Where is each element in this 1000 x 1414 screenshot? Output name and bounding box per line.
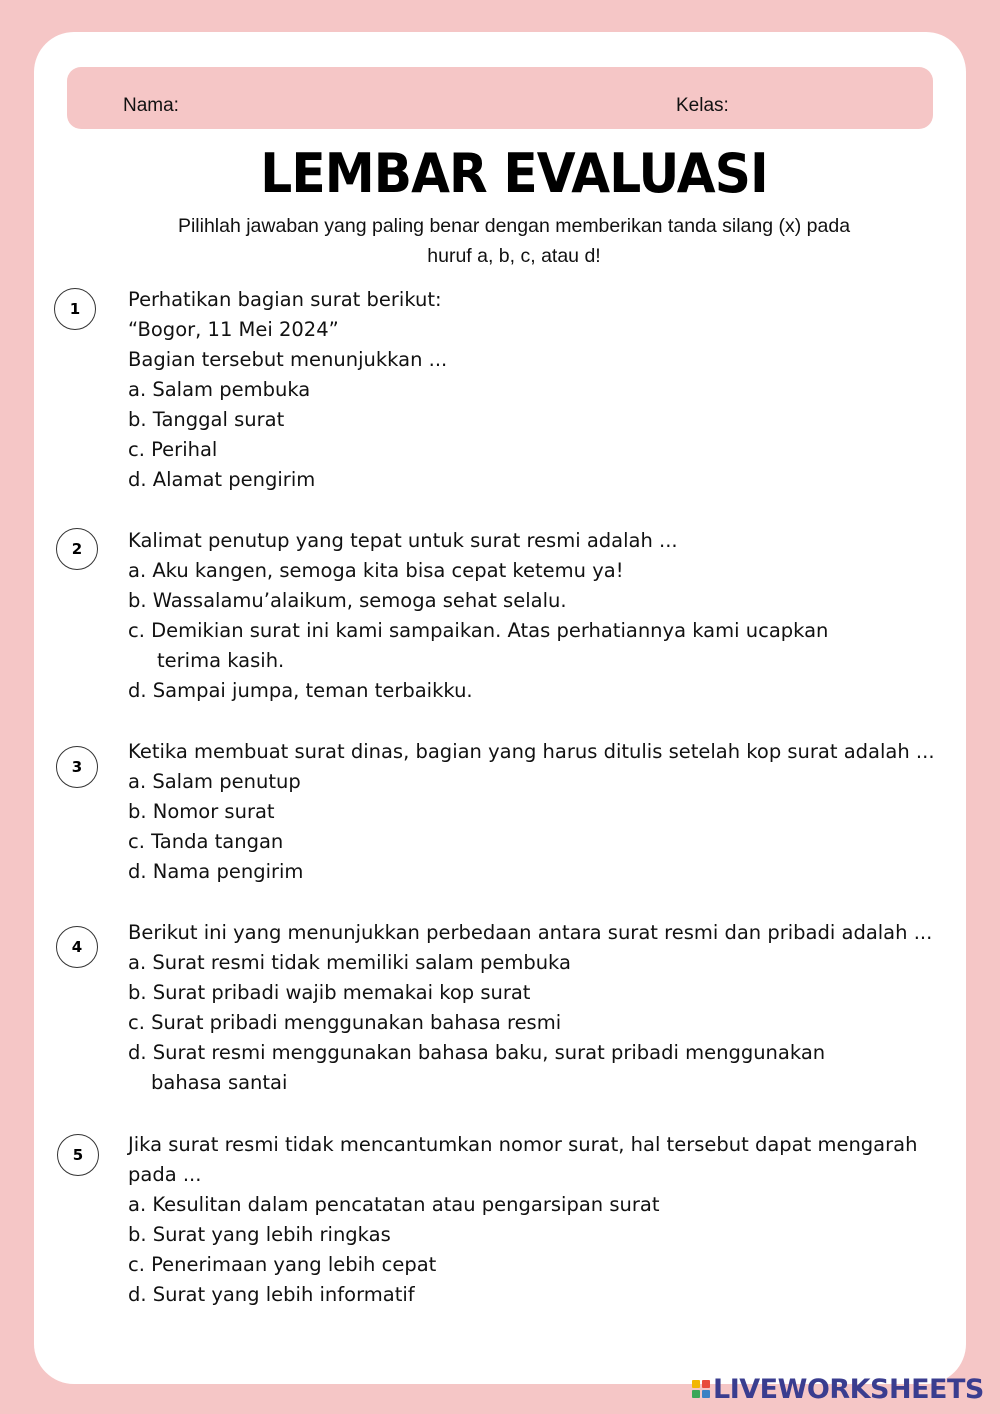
question-4-option-d-continued[interactable]: bahasa santai <box>151 1071 288 1094</box>
question-5-option-b[interactable]: b. Surat yang lebih ringkas <box>128 1223 391 1246</box>
question-2-option-b[interactable]: b. Wassalamu’alaikum, semoga sehat selalu. <box>128 589 567 612</box>
question-5-option-c[interactable]: c. Penerimaan yang lebih cepat <box>128 1253 437 1276</box>
question-4-option-b[interactable]: b. Surat pribadi wajib memakai kop surat <box>128 981 531 1004</box>
question-5-stem: Jika surat resmi tidak mencantumkan nomor surat, hal tersebut dapat mengarah <box>128 1133 918 1156</box>
question-1-option-d[interactable]: d. Alamat pengirim <box>128 468 316 491</box>
question-1-stem: Perhatikan bagian surat berikut: <box>128 288 442 311</box>
question-4-option-c[interactable]: c. Surat pribadi menggunakan bahasa resmi <box>128 1011 562 1034</box>
question-2-option-a[interactable]: a. Aku kangen, semoga kita bisa cepat ketemu ya! <box>128 559 624 582</box>
question-number-4: 4 <box>56 926 98 968</box>
question-4-option-a[interactable]: a. Surat resmi tidak memiliki salam pembuka <box>128 951 571 974</box>
logo-block <box>692 1380 700 1388</box>
question-2-option-c[interactable]: c. Demikian surat ini kami sampaikan. Atas perhatiannya kami ucapkan <box>128 619 829 642</box>
question-number-3: 3 <box>56 746 98 788</box>
student-info-bar <box>67 67 933 129</box>
question-number-1: 1 <box>54 288 96 330</box>
question-1-prompt: Bagian tersebut menunjukkan ... <box>128 348 448 371</box>
page-title: LEMBAR EVALUASI <box>260 142 768 205</box>
logo-block <box>702 1380 710 1388</box>
question-3-option-a[interactable]: a. Salam penutup <box>128 770 301 793</box>
question-3-option-b[interactable]: b. Nomor surat <box>128 800 275 823</box>
question-3-stem: Ketika membuat surat dinas, bagian yang harus ditulis setelah kop surat adalah ... <box>128 740 935 763</box>
logo-text: LIVEWORKSHEETS <box>713 1373 984 1405</box>
question-number-5: 5 <box>57 1134 99 1176</box>
question-5-option-d[interactable]: d. Surat yang lebih informatif <box>128 1283 415 1306</box>
question-5-stem-continued: pada ... <box>128 1163 202 1186</box>
question-number-2: 2 <box>56 528 98 570</box>
question-1-option-c[interactable]: c. Perihal <box>128 438 218 461</box>
question-3-option-c[interactable]: c. Tanda tangan <box>128 830 284 853</box>
question-2-option-d[interactable]: d. Sampai jumpa, teman terbaikku. <box>128 679 473 702</box>
class-label: Kelas: <box>676 95 729 116</box>
instruction-line-2: huruf a, b, c, atau d! <box>427 245 601 267</box>
name-label: Nama: <box>123 95 179 116</box>
liveworksheets-logo[interactable] <box>692 1374 984 1404</box>
question-2-option-c-continued[interactable]: terima kasih. <box>157 649 285 672</box>
question-5-option-a[interactable]: a. Kesulitan dalam pencatatan atau pengarsipan surat <box>128 1193 660 1216</box>
question-3-option-d[interactable]: d. Nama pengirim <box>128 860 304 883</box>
question-1-option-a[interactable]: a. Salam pembuka <box>128 378 311 401</box>
question-4-stem: Berikut ini yang menunjukkan perbedaan antara surat resmi dan pribadi adalah ... <box>128 921 933 944</box>
question-4-option-d[interactable]: d. Surat resmi menggunakan bahasa baku, surat pribadi menggunakan <box>128 1041 826 1064</box>
logo-block <box>702 1390 710 1398</box>
logo-blocks-icon <box>692 1380 710 1398</box>
question-1-quote: “Bogor, 11 Mei 2024” <box>128 318 339 341</box>
instruction <box>100 211 928 271</box>
instruction-line-1: Pilihlah jawaban yang paling benar dengan memberikan tanda silang (x) pada <box>177 215 851 237</box>
logo-block <box>692 1390 700 1398</box>
question-2-stem: Kalimat penutup yang tepat untuk surat resmi adalah ... <box>128 529 678 552</box>
question-1-option-b[interactable]: b. Tanggal surat <box>128 408 285 431</box>
